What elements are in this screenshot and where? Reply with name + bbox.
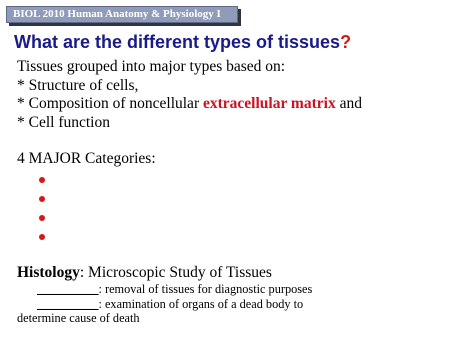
bullet-dot-icon <box>39 196 45 202</box>
course-header-tag: BIOL 2010 Human Anatomy & Physiology I <box>6 6 238 23</box>
slide-title <box>14 31 351 53</box>
criterion-composition <box>17 95 447 114</box>
biopsy-line <box>17 282 447 297</box>
slide-body <box>17 58 447 326</box>
biopsy-blank: __________ <box>37 282 99 296</box>
category-bullet <box>17 209 447 228</box>
histology-term: Histology <box>17 263 80 281</box>
composition-text: * Composition of noncellular <box>17 95 203 112</box>
category-bullet <box>17 171 447 190</box>
bullet-dot-icon <box>39 215 45 221</box>
intro-line: Tissues grouped into major types based on: <box>17 58 286 75</box>
category-bullet-list <box>17 171 447 247</box>
title-question-mark: ? <box>340 32 352 52</box>
bullet-dot-icon <box>39 234 45 240</box>
autopsy-line <box>17 297 447 312</box>
biopsy-text: : removal of tissues for diagnostic purposes <box>98 282 313 296</box>
category-bullet <box>17 190 447 209</box>
categories-heading: 4 MAJOR Categories: <box>17 150 156 167</box>
autopsy-text: : examination of organs of a dead body to <box>98 296 304 311</box>
histology-line <box>17 264 447 283</box>
criterion-function: * Cell function <box>17 113 110 131</box>
autopsy-blank: __________ <box>37 296 99 311</box>
category-bullet <box>17 228 447 247</box>
extracellular-matrix-term: extracellular matrix <box>202 95 336 112</box>
bullet-dot-icon <box>39 177 45 183</box>
autopsy-continuation: determine cause of death <box>17 311 140 325</box>
composition-tail: and <box>335 95 362 112</box>
spacer <box>17 132 447 150</box>
histology-definition: : Microscopic Study of Tissues <box>79 263 272 281</box>
criterion-structure: * Structure of cells, <box>17 76 139 94</box>
slide-title-text: What are the different types of tissues <box>14 32 341 52</box>
